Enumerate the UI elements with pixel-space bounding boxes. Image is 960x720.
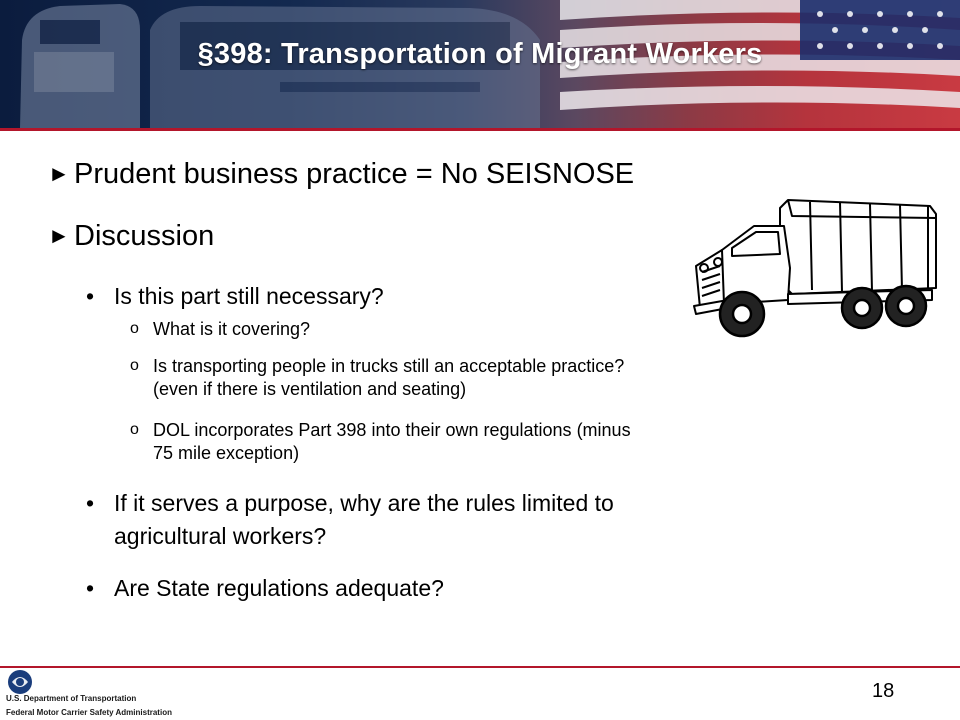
bullet-dot-icon: •	[86, 283, 95, 309]
page-number: 18	[872, 680, 895, 702]
header-divider	[0, 128, 960, 131]
circle-bullet-icon: o	[130, 421, 139, 438]
circle-bullet-icon: o	[130, 320, 139, 337]
header-banner	[0, 0, 960, 128]
bullet-text-continued: agricultural workers?	[114, 523, 327, 549]
bullet-text-continued: 75 mile exception)	[153, 443, 300, 463]
bullet-text: Are State regulations adequate?	[114, 575, 444, 601]
bullet-text: What is it covering?	[153, 319, 311, 339]
department-name: U.S. Department of Transportation	[6, 694, 137, 703]
agency-name: Federal Motor Carrier Safety Administration	[6, 708, 172, 717]
bullet-text: DOL incorporates Part 398 into their own regulations (minus	[153, 420, 631, 440]
arrow-bullet-icon: ►	[48, 223, 70, 248]
bullet-text: Is this part still necessary?	[114, 283, 384, 309]
military-truck-image	[692, 196, 942, 344]
bullet-text: Discussion	[74, 220, 215, 252]
bullet-dot-icon: •	[86, 575, 95, 601]
bullet-text-continued: (even if there is ventilation and seating)	[153, 379, 467, 399]
bullet-text: Prudent business practice = No SEISNOSE	[74, 158, 635, 190]
bullet-text: Is transporting people in trucks still an acceptable practice?	[153, 356, 625, 376]
bullet-discussion	[48, 220, 214, 253]
bullet-dot-icon: •	[86, 490, 95, 516]
circle-bullet-icon: o	[130, 357, 139, 374]
slide-title: §398: Transportation of Migrant Workers	[197, 38, 763, 70]
arrow-bullet-icon: ►	[48, 161, 70, 186]
bullet-prudent-practice	[48, 158, 634, 191]
bullet-text: If it serves a purpose, why are the rules limited to	[114, 490, 614, 516]
